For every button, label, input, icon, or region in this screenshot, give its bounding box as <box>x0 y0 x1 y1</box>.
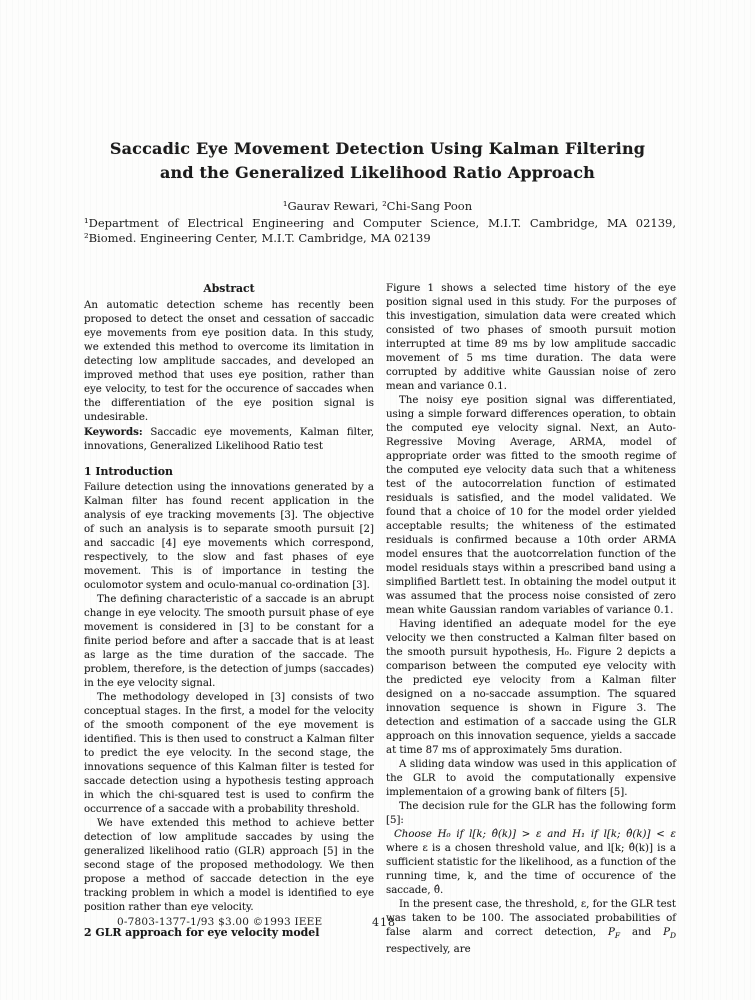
body-paragraph-5: The decision rule for the GLR has the following form [5]: <box>386 801 676 826</box>
closing-paragraph <box>386 898 676 957</box>
section-heading-glr: 2 GLR approach for eye velocity model <box>84 926 320 939</box>
paper-title-line1: Saccadic Eye Movement Detection Using Kalman Filtering <box>109 139 646 158</box>
right-column <box>386 282 676 957</box>
probability-false-alarm-symbol <box>608 927 621 941</box>
body-paragraph-2: The noisy eye position signal was differentiated, using a simple forward differences operation, to obtain the computed eye velocity signal. Next, an Auto-Regressive Moving Average, ARMA, model of appropriate order was fitted to the smooth regime of the computed eye velocity data such that a whiteness test of the autocorrelation function of estimated residuals is satisfied, and the model validated. We found that a choice of 10 for the model order yielded acceptable results; the whiteness of the estimated residuals is confirmed because a 10th order ARMA model ensures that the auotcorrelation function of the model residuals stays within a prescribed band using a simplified Bartlett test. In obtaining the model output it was assumed that the process noise consisted of zero mean white Gaussian random variables of variance 0.1. <box>386 395 676 616</box>
left-column <box>84 282 374 942</box>
affiliation-line: ¹Department of Electrical Engineering and Computer Science, M.I.T. Cambridge, MA 02139, ²Biomed. Engineering Center, M.I.T. Cambridge, MA 02139 <box>84 216 676 245</box>
decision-rule <box>386 828 676 898</box>
paper-title <box>0 137 755 185</box>
authors-line: ¹Gaurav Rewari, ²Chi-Sang Poon <box>282 199 473 213</box>
intro-paragraph-3: The methodology developed in [3] consists of two conceptual stages. In the first, a model for the velocity of the smooth component of the eye movement is identified. This is then used to construct a Kalman filter to predict the eye velocity. In the second stage, the innovations sequence of this Kalman filter is tested for saccade detection using a hypothesis testing approach in which the chi-squared test is used to confirm the occurrence of a saccade with a probability threshold. <box>84 692 374 815</box>
keywords-line <box>84 425 374 454</box>
pf-subscript: F <box>614 931 621 941</box>
intro-paragraph-1: Failure detection using the innovations generated by a Kalman filter has found recent application in the analysis of eye tracking movements [3]. The objective of such an analysis is to separate smooth pursuit [2] and saccadic [4] eye movements which correspond, respectively, to the slow and fast phases of eye movement. This is of importance in testing the oculomotor system and oculo-manual co-ordination [3]. <box>84 482 374 591</box>
pd-letter: P <box>663 927 670 938</box>
copyright-line: 0-7803-1377-1/93 $3.00 ©1993 IEEE <box>117 916 323 928</box>
closing-text-2: and <box>632 927 652 938</box>
closing-text-3: respectively, are <box>386 944 471 956</box>
body-paragraph-3: Having identified an adequate model for the eye velocity we then constructed a Kalman filter based on the smooth pursuit hypothesis, H₀. Figure 2 depicts a comparison between the computed eye velocity with the predicted eye velocity from a Kalman filter designed on a no-saccade assumption. The squared innovation sequence is shown in Figure 3. The detection and estimation of a saccade using the GLR approach on this innovation sequence, yields a saccade at time 87 ms of approximately 5ms duration. <box>386 619 676 756</box>
page-number: 418 <box>372 916 396 929</box>
keywords-text: Saccadic eye movements, Kalman filter, innovations, Generalized Likelihood Ratio test <box>84 427 374 452</box>
decision-rule-explanation: where ε is a chosen threshold value, and l[k; θ̂(k)] is a sufficient statistic for the likelihood, as a function of the running time, k, and the time of occurence of the saccade, θ̂. <box>386 843 677 896</box>
pd-subscript: D <box>669 931 676 941</box>
probability-detection-symbol <box>663 927 676 941</box>
intro-paragraph-2: The defining characteristic of a saccade is an abrupt change in eye velocity. The smooth pursuit phase of eye movement is considered in [3] to be constant for a finite period before and after a saccade that is at least as large as the time duration of the saccade. The problem, therefore, is the detection of jumps (saccades) in the eye velocity signal. <box>84 594 374 689</box>
paper-title-line2: and the Generalized Likelihood Ratio Approach <box>159 163 596 182</box>
section-heading-introduction: 1 Introduction <box>84 465 173 478</box>
abstract-heading: Abstract <box>203 282 255 295</box>
keywords-label: Keywords: <box>84 426 143 438</box>
intro-paragraph-4: We have extended this method to achieve better detection of low amplitude saccades by using the generalized likelihood ratio (GLR) approach [5] in the second stage of the proposed methodology. We then propose a method of saccade detection in the eye tracking problem in which a model is identified to eye position rather than eye velocity. <box>84 818 374 913</box>
closing-text-1: In the present case, the threshold, ε, for the GLR test was taken to be 100. The associated probabilities of false alarm and correct detection, <box>386 899 676 938</box>
pf-letter: P <box>608 927 615 938</box>
body-paragraph-4: A sliding data window was used in this application of the GLR to avoid the computationally expensive implementaion of a growing bank of filters [5]. <box>386 759 676 798</box>
abstract-body: An automatic detection scheme has recently been proposed to detect the onset and cessation of saccadic eye movements from eye position data. In this study, we extended this method to overcome its limitation in detecting low amplitude saccades, and developed an improved method that uses eye position, rather than eye velocity, to test for the occurence of saccades when the differentiation of the eye position signal is undesirable. <box>84 300 374 423</box>
decision-rule-condition: Choose H₀ if l[k; θ̂(k)] > ε and H₁ if l[k; θ̂(k)] < ε <box>394 829 676 840</box>
body-paragraph-1: Figure 1 shows a selected time history of the eye position signal used in this study. For the purposes of this investigation, simulation data were created which consisted of two phases of smooth pursuit motion interrupted at time 89 ms by low amplitude saccadic movement of 5 ms time duration. The data were corrupted by additive white Gaussian noise of zero mean and variance 0.1. <box>386 283 676 392</box>
